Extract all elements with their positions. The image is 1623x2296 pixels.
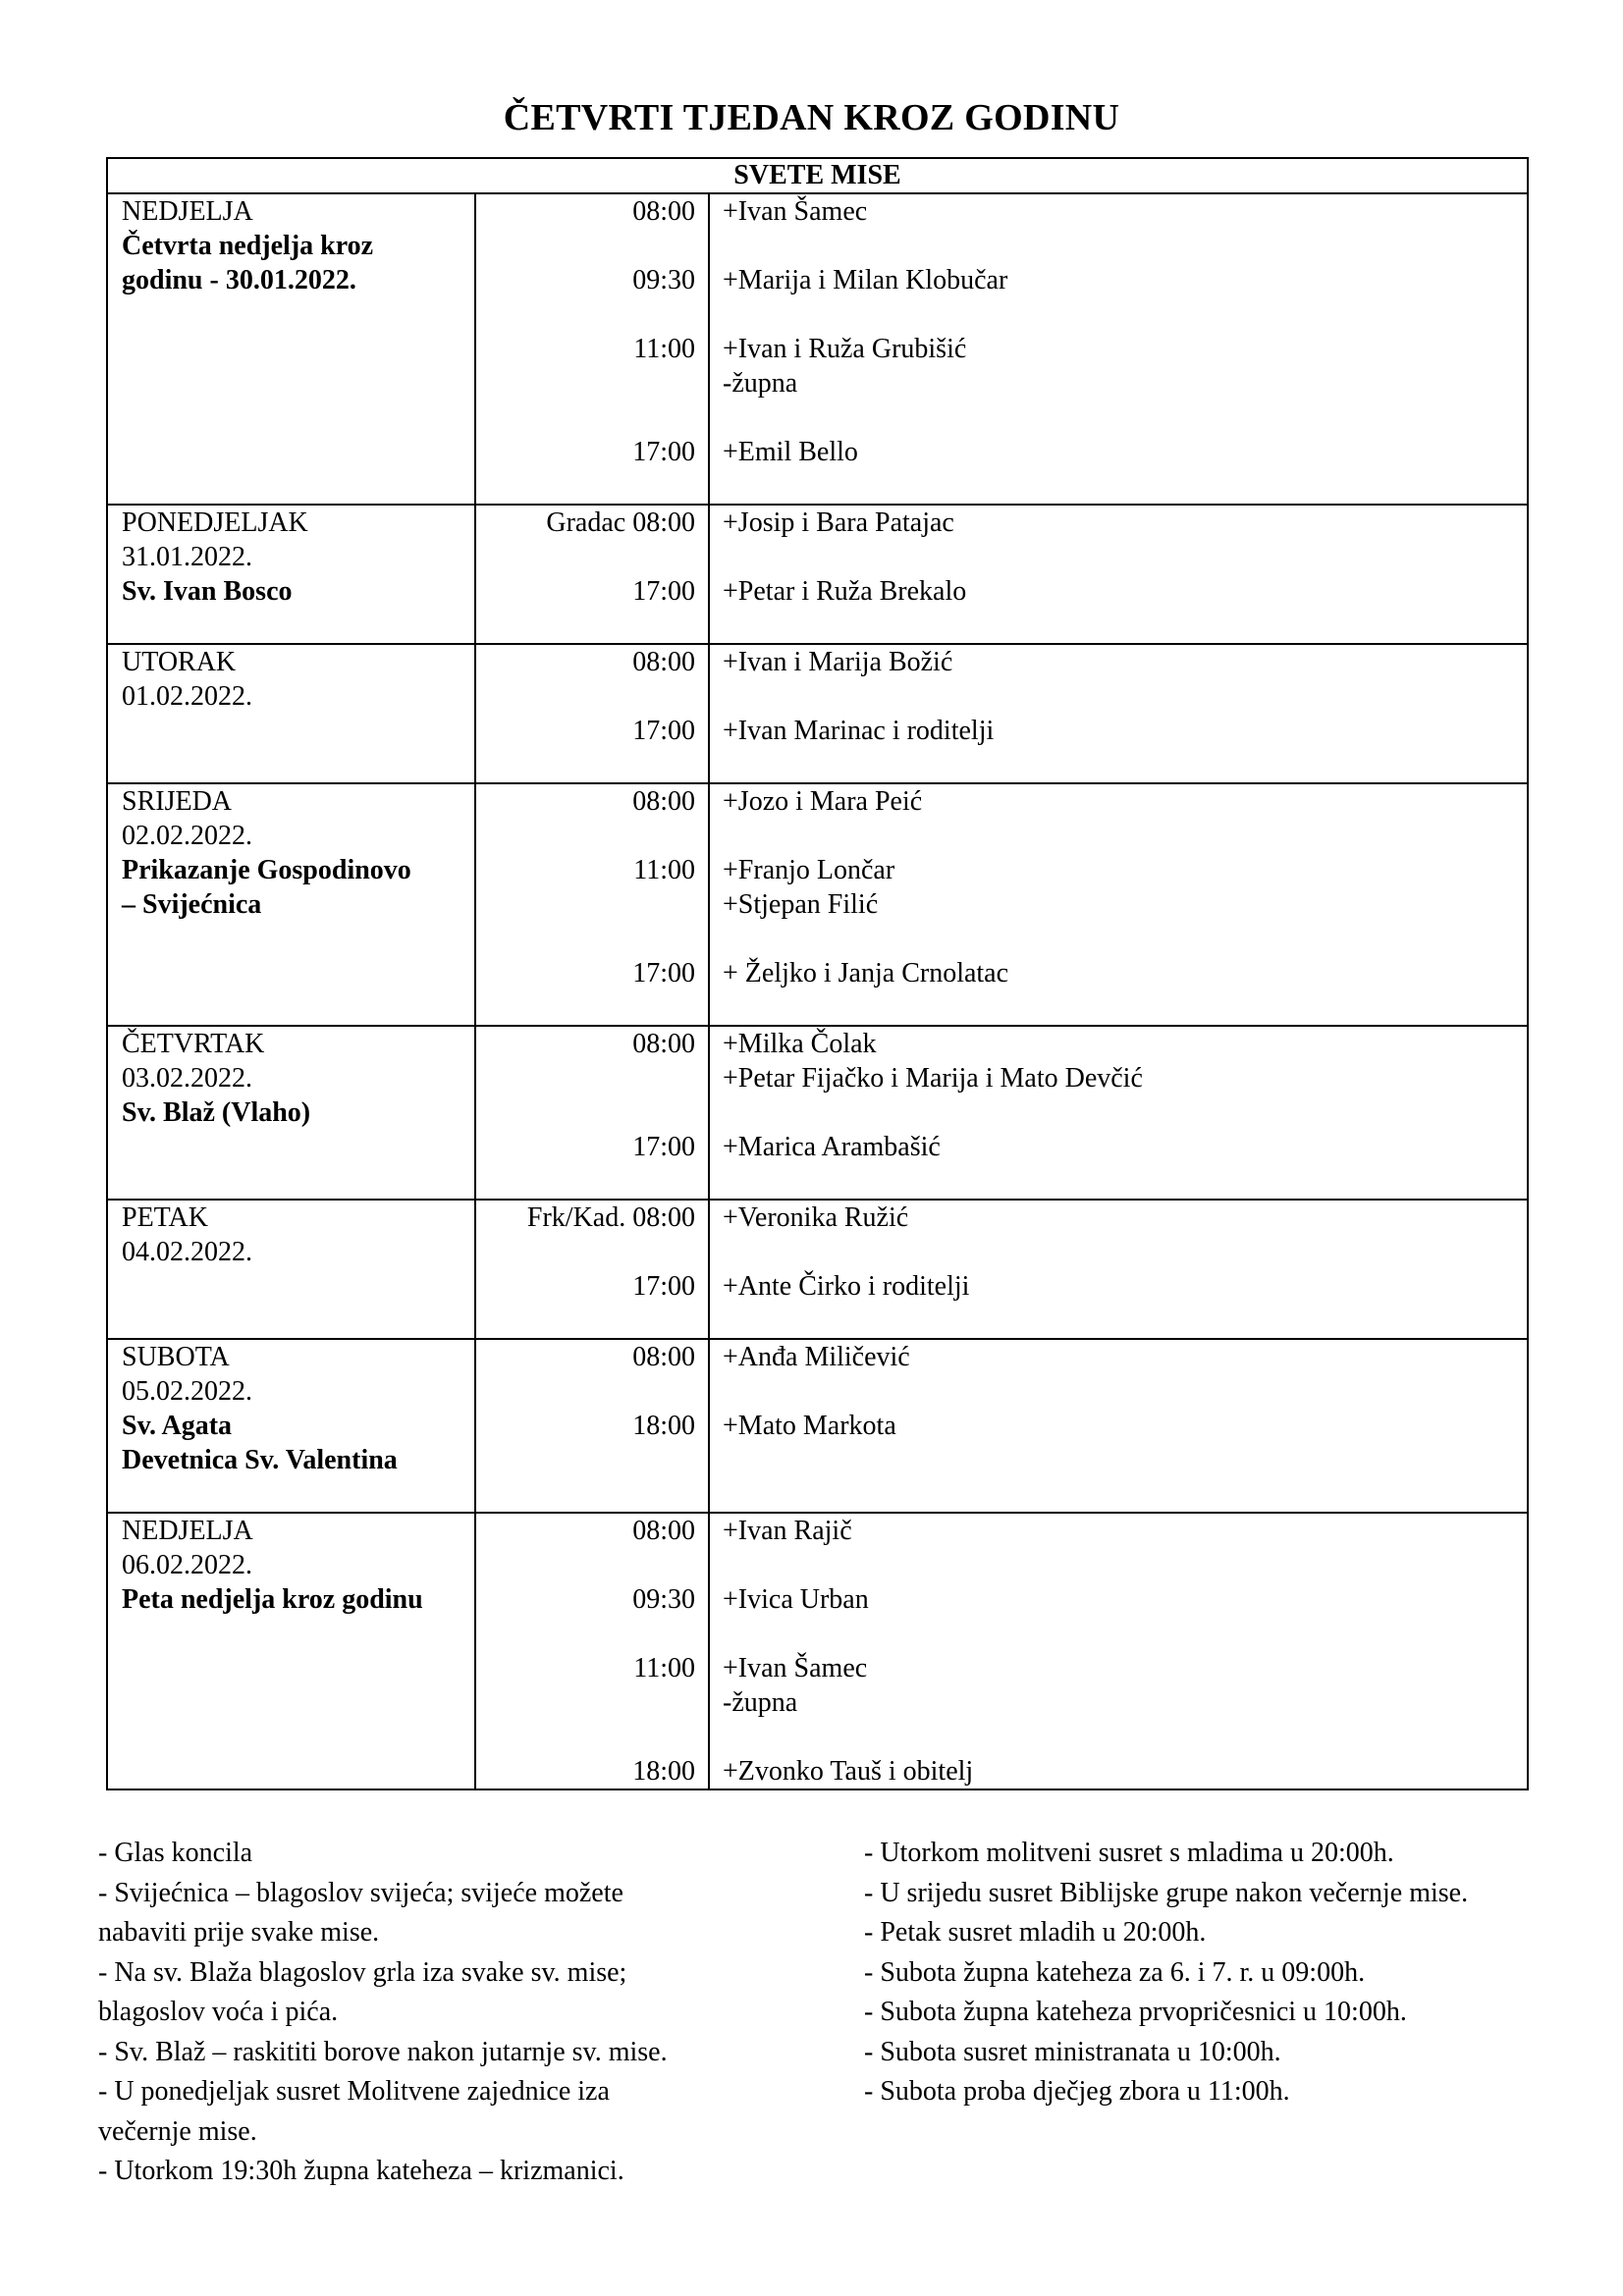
mass-time xyxy=(476,229,695,263)
mass-time xyxy=(476,990,695,1025)
mass-intention: +Veronika Ružić xyxy=(723,1202,909,1233)
intention-cell xyxy=(709,193,1528,505)
day-name: NEDJELJA xyxy=(122,196,253,227)
mass-time xyxy=(476,400,695,435)
mass-time xyxy=(476,1685,695,1720)
day-date: 02.02.2022. xyxy=(122,821,252,851)
mass-time: 17:00 xyxy=(632,1271,695,1302)
announcement-line: - Petak susret mladih u 20:00h. xyxy=(864,1917,1207,1948)
announcements-left xyxy=(98,1834,746,2192)
intention-cell xyxy=(709,1339,1528,1513)
mass-time: 17:00 xyxy=(632,1132,695,1162)
time-cell xyxy=(475,644,709,783)
mass-intention: +Ivica Urban xyxy=(723,1584,869,1615)
feast-label: Četvrta nedjelja kroz xyxy=(122,231,374,261)
mass-time: 18:00 xyxy=(632,1756,695,1787)
announcement-line: - Sv. Blaž – raskititi borove nakon jutarnje sv. mise. xyxy=(98,2036,668,2067)
mass-time xyxy=(476,1304,695,1338)
mass-time xyxy=(476,1061,695,1095)
day-cell xyxy=(107,644,475,783)
feast-label: Sv. Blaž (Vlaho) xyxy=(122,1097,311,1128)
mass-time xyxy=(476,1617,695,1651)
mass-intention: +Mato Markota xyxy=(723,1411,896,1441)
mass-time: 08:00 xyxy=(632,1342,695,1372)
mass-time: Frk/Kad. 08:00 xyxy=(526,1202,695,1233)
day-date: 01.02.2022. xyxy=(122,681,252,712)
day-name: NEDJELJA xyxy=(122,1516,253,1546)
mass-time xyxy=(476,469,695,504)
mass-intention: +Josip i Bara Patajac xyxy=(723,507,954,538)
time-cell xyxy=(475,1339,709,1513)
mass-intention xyxy=(723,469,1527,504)
mass-time: 17:00 xyxy=(632,958,695,988)
mass-intention: +Marica Arambašić xyxy=(723,1132,941,1162)
schedule-body xyxy=(107,193,1528,1789)
mass-intention: +Ivan i Marija Božić xyxy=(723,647,953,677)
time-cell xyxy=(475,505,709,644)
feast-label: Sv. Agata xyxy=(122,1411,233,1441)
day-name: SRIJEDA xyxy=(122,786,233,817)
mass-time xyxy=(476,1374,695,1409)
mass-time: 17:00 xyxy=(632,716,695,746)
announcement-line: nabaviti prije svake mise. xyxy=(98,1917,380,1948)
mass-time xyxy=(476,297,695,332)
mass-time xyxy=(476,540,695,574)
day-name: PONEDJELJAK xyxy=(122,507,308,538)
mass-time xyxy=(476,819,695,853)
mass-intention: +Ivan Marinac i roditelji xyxy=(723,716,995,746)
time-cell xyxy=(475,1513,709,1789)
mass-intention xyxy=(723,540,1527,574)
table-row xyxy=(107,193,1528,505)
mass-time xyxy=(476,748,695,782)
mass-intention: +Milka Čolak xyxy=(723,1029,877,1059)
mass-time: Gradac 08:00 xyxy=(546,507,695,538)
mass-intention xyxy=(723,1617,1527,1651)
mass-intention: +Ante Čirko i roditelji xyxy=(723,1271,970,1302)
intention-cell xyxy=(709,783,1528,1026)
day-cell xyxy=(107,1339,475,1513)
mass-time xyxy=(476,922,695,956)
announcement-line: - U srijedu susret Biblijske grupe nakon večernje mise. xyxy=(864,1877,1469,1908)
mass-time xyxy=(476,1235,695,1269)
mass-intention xyxy=(723,922,1527,956)
day-date: 06.02.2022. xyxy=(122,1550,252,1580)
mass-time: 17:00 xyxy=(632,437,695,467)
day-date: 05.02.2022. xyxy=(122,1376,252,1407)
announcement-line: blagoslov voća i pića. xyxy=(98,1997,339,2027)
mass-time: 08:00 xyxy=(632,1029,695,1059)
announcement-line: - Utorkom 19:30h župna kateheza – krizmanici. xyxy=(98,2156,624,2186)
feast-label: godinu - 30.01.2022. xyxy=(122,265,356,295)
mass-intention xyxy=(723,297,1527,332)
day-name: SUBOTA xyxy=(122,1342,230,1372)
mass-time: 11:00 xyxy=(633,334,695,364)
mass-intention xyxy=(723,1235,1527,1269)
mass-time xyxy=(476,1095,695,1130)
time-cell xyxy=(475,783,709,1026)
day-cell xyxy=(107,1026,475,1200)
mass-intention xyxy=(723,1548,1527,1582)
mass-intention: +Stjepan Filić xyxy=(723,889,879,920)
mass-intention xyxy=(723,1095,1527,1130)
table-row xyxy=(107,1200,1528,1339)
mass-intention: -župna xyxy=(723,1687,798,1718)
mass-intention xyxy=(723,229,1527,263)
mass-intention xyxy=(723,679,1527,714)
day-name: PETAK xyxy=(122,1202,208,1233)
mass-intention: +Marija i Milan Klobučar xyxy=(723,265,1008,295)
mass-intention: +Emil Bello xyxy=(723,437,858,467)
mass-intention: +Anđa Miličević xyxy=(723,1342,910,1372)
mass-intention: -župna xyxy=(723,368,798,399)
mass-intention: +Petar Fijačko i Marija i Mato Devčić xyxy=(723,1063,1143,1094)
mass-intention xyxy=(723,609,1527,643)
day-cell xyxy=(107,505,475,644)
intention-cell xyxy=(709,1026,1528,1200)
time-cell xyxy=(475,193,709,505)
table-row xyxy=(107,1513,1528,1789)
feast-label: Peta nedjelja kroz godinu xyxy=(122,1584,423,1615)
feast-label: – Svijećnica xyxy=(122,889,262,920)
mass-time xyxy=(476,1164,695,1199)
mass-time: 18:00 xyxy=(632,1411,695,1441)
announcement-line: - Svijećnica – blagoslov svijeća; svijeće možete xyxy=(98,1877,623,1908)
table-row xyxy=(107,505,1528,644)
day-date: 04.02.2022. xyxy=(122,1237,252,1267)
mass-time: 17:00 xyxy=(632,576,695,607)
day-cell xyxy=(107,1200,475,1339)
mass-time xyxy=(476,887,695,922)
mass-intention xyxy=(723,1304,1527,1338)
mass-time: 09:30 xyxy=(632,265,695,295)
announcement-line: - U ponedjeljak susret Molitvene zajednice iza xyxy=(98,2076,610,2107)
intention-cell xyxy=(709,644,1528,783)
mass-intention: +Ivan Šamec xyxy=(723,1653,868,1683)
mass-intention xyxy=(723,748,1527,782)
day-date: 03.02.2022. xyxy=(122,1063,252,1094)
mass-time: 08:00 xyxy=(632,786,695,817)
mass-time xyxy=(476,609,695,643)
day-cell xyxy=(107,193,475,505)
mass-schedule-table xyxy=(106,157,1529,1790)
announcements-right xyxy=(864,1834,1551,2112)
mass-time: 11:00 xyxy=(633,855,695,885)
table-row xyxy=(107,1026,1528,1200)
mass-intention: +Ivan i Ruža Grubišić xyxy=(723,334,967,364)
mass-intention: +Ivan Rajič xyxy=(723,1516,852,1546)
mass-intention xyxy=(723,1164,1527,1199)
time-cell xyxy=(475,1026,709,1200)
day-name: UTORAK xyxy=(122,647,237,677)
day-cell xyxy=(107,783,475,1026)
announcement-line: - Subota susret ministranata u 10:00h. xyxy=(864,2036,1281,2067)
intention-cell xyxy=(709,1200,1528,1339)
announcement-line: - Subota župna kateheza za 6. i 7. r. u 09:00h. xyxy=(864,1956,1366,1988)
mass-intention xyxy=(723,819,1527,853)
feast-label: Devetnica Sv. Valentina xyxy=(122,1445,398,1475)
mass-intention xyxy=(723,1720,1527,1754)
mass-intention: +Franjo Lončar xyxy=(723,855,895,885)
announcement-line: - Subota župna kateheza prvopričesnici u 10:00h. xyxy=(864,1997,1407,2027)
announcement-line: - Utorkom molitveni susret s mladima u 20:00h. xyxy=(864,1838,1394,1868)
announcement-line: večernje mise. xyxy=(98,2115,257,2147)
table-header: SVETE MISE xyxy=(107,158,1528,193)
mass-intention xyxy=(723,1477,1527,1512)
mass-time xyxy=(476,1720,695,1754)
page-title: ČETVRTI TJEDAN KROZ GODINU xyxy=(503,97,1120,138)
mass-intention: +Zvonko Tauš i obitelj xyxy=(723,1756,974,1787)
mass-intention xyxy=(723,400,1527,435)
announcement-line: - Na sv. Blaža blagoslov grla iza svake sv. mise; xyxy=(98,1956,627,1988)
time-cell xyxy=(475,1200,709,1339)
mass-time xyxy=(476,366,695,400)
mass-intention: +Ivan Šamec xyxy=(723,196,868,227)
feast-label: Prikazanje Gospodinovo xyxy=(122,855,411,885)
mass-time: 08:00 xyxy=(632,1516,695,1546)
mass-time: 08:00 xyxy=(632,647,695,677)
mass-time xyxy=(476,1548,695,1582)
mass-time xyxy=(476,1443,695,1477)
announcement-line: - Glas koncila xyxy=(98,1838,253,1868)
day-date: 31.01.2022. xyxy=(122,542,252,572)
mass-time xyxy=(476,679,695,714)
mass-intention xyxy=(723,1443,1527,1477)
announcement-line: - Subota proba dječjeg zbora u 11:00h. xyxy=(864,2076,1290,2107)
mass-intention xyxy=(723,1374,1527,1409)
day-name: ČETVRTAK xyxy=(122,1029,265,1059)
mass-intention: +Jozo i Mara Peić xyxy=(723,786,923,817)
intention-cell xyxy=(709,1513,1528,1789)
table-row xyxy=(107,644,1528,783)
mass-time: 08:00 xyxy=(632,196,695,227)
table-row xyxy=(107,783,1528,1026)
table-row xyxy=(107,1339,1528,1513)
mass-time: 11:00 xyxy=(633,1653,695,1683)
day-cell xyxy=(107,1513,475,1789)
mass-intention: +Petar i Ruža Brekalo xyxy=(723,576,967,607)
intention-cell xyxy=(709,505,1528,644)
mass-intention: + Željko i Janja Crnolatac xyxy=(723,958,1009,988)
mass-time: 09:30 xyxy=(632,1584,695,1615)
feast-label: Sv. Ivan Bosco xyxy=(122,576,293,607)
mass-intention xyxy=(723,990,1527,1025)
mass-time xyxy=(476,1477,695,1512)
